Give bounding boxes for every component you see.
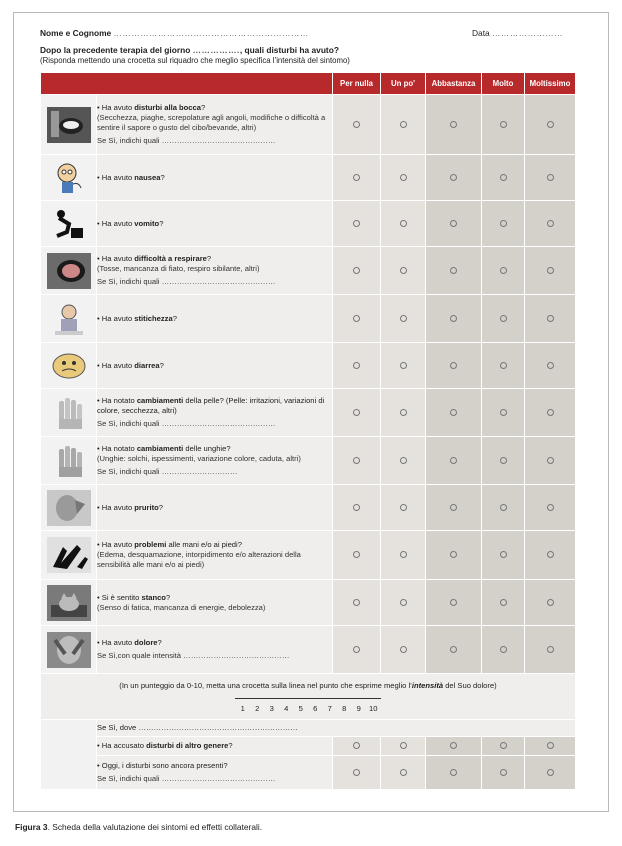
symptom-question: • Ha notato cambiamenti delle unghie? (Unghie: solchi, ispessimenti, variazione colore, caduta, altri) Se Sì, indichi quali …………………………	[97, 437, 333, 485]
radio-un-po[interactable]	[400, 742, 407, 749]
option-moltissimo[interactable]	[525, 247, 576, 295]
radio-abbastanza[interactable]	[450, 457, 457, 464]
option-molto[interactable]	[482, 756, 525, 790]
radio-molto[interactable]	[500, 121, 507, 128]
scale-number: 7	[327, 703, 332, 713]
radio-per-nulla[interactable]	[353, 504, 360, 511]
radio-abbastanza[interactable]	[450, 362, 457, 369]
option-abbastanza[interactable]	[426, 626, 482, 674]
symptom-detail: (Secchezza, piaghe, screpolature agli angoli, modifiche o difficoltà a sentire il sapore o gusto del cibo/bevande, altri)	[97, 113, 326, 132]
scale-number: 1	[240, 703, 245, 713]
symptom-specify-field[interactable]: Se Sì, indichi quali ………………………………………	[97, 136, 276, 145]
radio-molto[interactable]	[500, 315, 507, 322]
symptom-question: • Ha avuto nausea?	[97, 155, 333, 201]
symptom-question: • Ha notato cambiamenti della pelle? (Pelle: irritazioni, variazioni di colore, secchezza, altri) Se Sì, indichi quali ………………………………………	[97, 389, 333, 437]
pain-location-field[interactable]: Se Sì, dove ………………………………………………………	[97, 720, 576, 737]
radio-abbastanza[interactable]	[450, 742, 457, 749]
figure-caption	[15, 822, 262, 832]
option-per-nulla[interactable]	[333, 247, 381, 295]
date-field[interactable]: ……………………	[492, 28, 564, 38]
radio-molto[interactable]	[500, 174, 507, 181]
option-un-po[interactable]	[381, 201, 426, 247]
option-molto[interactable]	[482, 155, 525, 201]
pain-scale	[41, 674, 576, 720]
radio-abbastanza[interactable]	[450, 551, 457, 558]
radio-abbastanza[interactable]	[450, 315, 457, 322]
option-molto[interactable]	[482, 437, 525, 485]
radio-moltissimo[interactable]	[547, 457, 554, 464]
radio-abbastanza[interactable]	[450, 267, 457, 274]
symptom-row	[41, 437, 576, 485]
radio-moltissimo[interactable]	[547, 267, 554, 274]
symptom-question: • Ha avuto stitichezza?	[97, 295, 333, 343]
option-abbastanza[interactable]	[426, 531, 482, 580]
radio-moltissimo[interactable]	[547, 315, 554, 322]
scale-number: 6	[313, 703, 318, 713]
option-per-nulla[interactable]	[333, 756, 381, 790]
option-abbastanza[interactable]	[426, 95, 482, 155]
pain-location-row	[41, 720, 576, 737]
radio-moltissimo[interactable]	[547, 742, 554, 749]
radio-un-po[interactable]	[400, 121, 407, 128]
option-per-nulla[interactable]	[333, 343, 381, 389]
symptom-specify-field[interactable]: Se Sì, indichi quali ………………………………………	[97, 277, 276, 286]
pain-scale-row	[41, 674, 576, 720]
symptom-row	[41, 201, 576, 247]
radio-per-nulla[interactable]	[353, 121, 360, 128]
scale-number: 8	[342, 703, 347, 713]
other-disturbances-question: • Ha accusato disturbi di altro genere?	[97, 737, 333, 756]
radio-moltissimo[interactable]	[547, 646, 554, 653]
option-per-nulla[interactable]	[333, 155, 381, 201]
other-disturbances-row	[41, 737, 576, 756]
col-un-po: Un po'	[381, 73, 426, 95]
scale-number: 5	[298, 703, 303, 713]
diarrhea-cartoon-icon	[41, 343, 97, 389]
option-un-po[interactable]	[381, 485, 426, 531]
symptom-specify-field[interactable]: Se Sì,con quale intensità ……………………………………	[97, 651, 290, 660]
radio-per-nulla[interactable]	[353, 315, 360, 322]
still-present-specify-field[interactable]: Se Sì, indichi quali ………………………………………	[97, 774, 276, 783]
option-abbastanza[interactable]	[426, 155, 482, 201]
option-moltissimo[interactable]	[525, 155, 576, 201]
symptom-question: • Si è sentito stanco? (Senso di fatica, mancanza di energie, debolezza)	[97, 580, 333, 626]
option-moltissimo[interactable]	[525, 295, 576, 343]
scale-number: 2	[255, 703, 260, 713]
radio-molto[interactable]	[500, 599, 507, 606]
symptom-question: • Ha avuto disturbi alla bocca? (Secchezza, piaghe, screpolature agli angoli, modifiche o difficoltà a sentire il sapore o gusto del cibo/bevande, altri) Se Sì, indichi quali ………………………………………	[97, 95, 333, 155]
row-image-blank	[41, 720, 97, 790]
col-molto: Molto	[482, 73, 525, 95]
option-moltissimo[interactable]	[525, 626, 576, 674]
symptom-detail: (Senso di fatica, mancanza di energie, debolezza)	[97, 602, 266, 612]
option-abbastanza[interactable]	[426, 580, 482, 626]
radio-per-nulla[interactable]	[353, 599, 360, 606]
symptom-question: • Ha avuto vomito?	[97, 201, 333, 247]
scale-number: 3	[269, 703, 274, 713]
option-moltissimo[interactable]	[525, 531, 576, 580]
option-molto[interactable]	[482, 580, 525, 626]
col-moltissimo: Moltissimo	[525, 73, 576, 95]
option-moltissimo[interactable]	[525, 485, 576, 531]
radio-moltissimo[interactable]	[547, 220, 554, 227]
option-per-nulla[interactable]	[333, 737, 381, 756]
symptom-detail: (Unghie: solchi, ispessimenti, variazione colore, caduta, altri)	[97, 454, 301, 463]
symptom-row	[41, 485, 576, 531]
symptom-question: • Ha avuto diarrea?	[97, 343, 333, 389]
option-abbastanza[interactable]	[426, 247, 482, 295]
option-molto[interactable]	[482, 485, 525, 531]
therapy-field[interactable]: …………….	[192, 45, 240, 55]
symptom-specify-field[interactable]: Se Sì, indichi quali ………………………………………	[97, 419, 276, 428]
option-per-nulla[interactable]	[333, 295, 381, 343]
radio-molto[interactable]	[500, 551, 507, 558]
radio-per-nulla[interactable]	[353, 769, 360, 776]
option-moltissimo[interactable]	[525, 95, 576, 155]
radio-molto[interactable]	[500, 267, 507, 274]
option-molto[interactable]	[482, 531, 525, 580]
option-abbastanza[interactable]	[426, 437, 482, 485]
itching-face-icon	[41, 485, 97, 531]
pain-scale-numbers	[41, 704, 575, 713]
option-per-nulla[interactable]	[333, 389, 381, 437]
radio-moltissimo[interactable]	[547, 551, 554, 558]
fingernails-icon	[41, 437, 97, 485]
radio-un-po[interactable]	[400, 457, 407, 464]
option-abbastanza[interactable]	[426, 343, 482, 389]
radio-molto[interactable]	[500, 769, 507, 776]
radio-molto[interactable]	[500, 504, 507, 511]
option-abbastanza[interactable]	[426, 295, 482, 343]
option-molto[interactable]	[482, 201, 525, 247]
radio-un-po[interactable]	[400, 504, 407, 511]
radio-per-nulla[interactable]	[353, 362, 360, 369]
option-per-nulla[interactable]	[333, 485, 381, 531]
option-un-po[interactable]	[381, 437, 426, 485]
radio-moltissimo[interactable]	[547, 362, 554, 369]
radio-moltissimo[interactable]	[547, 769, 554, 776]
radio-un-po[interactable]	[400, 409, 407, 416]
symptom-row	[41, 531, 576, 580]
date-row	[472, 28, 563, 38]
col-abbastanza: Abbastanza	[426, 73, 482, 95]
radio-un-po[interactable]	[400, 551, 407, 558]
symptom-question: • Ha avuto difficoltà a respirare? (Tosse, mancanza di fiato, respiro sibilante, altri) Se Sì, indichi quali ………………………………………	[97, 247, 333, 295]
name-row	[40, 28, 309, 38]
option-per-nulla[interactable]	[333, 95, 381, 155]
pain-hands-icon	[41, 626, 97, 674]
radio-moltissimo[interactable]	[547, 121, 554, 128]
radio-abbastanza[interactable]	[450, 174, 457, 181]
option-un-po[interactable]	[381, 756, 426, 790]
radio-un-po[interactable]	[400, 220, 407, 227]
radio-moltissimo[interactable]	[547, 174, 554, 181]
option-abbastanza[interactable]	[426, 201, 482, 247]
symptom-grid	[40, 72, 576, 790]
option-abbastanza[interactable]	[426, 756, 482, 790]
nausea-cartoon-icon	[41, 155, 97, 201]
pain-scale-line[interactable]	[235, 698, 381, 699]
radio-abbastanza[interactable]	[450, 409, 457, 416]
name-field[interactable]: …………………………………………………………	[113, 28, 309, 38]
symptom-row	[41, 295, 576, 343]
option-moltissimo[interactable]	[525, 756, 576, 790]
header-blank	[41, 73, 333, 95]
col-per-nulla: Per nulla	[333, 73, 381, 95]
form-title: Dopo la precedente terapia del giorno ……………., quali disturbi ha avuto?	[40, 45, 339, 55]
option-per-nulla[interactable]	[333, 531, 381, 580]
open-mouth-icon	[41, 247, 97, 295]
option-moltissimo[interactable]	[525, 389, 576, 437]
tired-cat-icon	[41, 580, 97, 626]
symptom-question: • Ha avuto prurito?	[97, 485, 333, 531]
radio-abbastanza[interactable]	[450, 220, 457, 227]
radio-un-po[interactable]	[400, 599, 407, 606]
option-molto[interactable]	[482, 626, 525, 674]
name-label: Nome e Cognome	[40, 28, 112, 38]
form-instruction: (Risponda mettendo una crocetta sul riquadro che meglio specifica l’intensità del sintomo)	[40, 56, 350, 65]
still-present-row	[41, 756, 576, 790]
option-molto[interactable]	[482, 247, 525, 295]
radio-un-po[interactable]	[400, 315, 407, 322]
symptom-row	[41, 95, 576, 155]
option-abbastanza[interactable]	[426, 389, 482, 437]
radio-molto[interactable]	[500, 362, 507, 369]
radio-per-nulla[interactable]	[353, 551, 360, 558]
option-per-nulla[interactable]	[333, 580, 381, 626]
symptom-detail: (Edema, desquamazione, intorpidimento e/o alterazioni della sensibilità alle mani e/o ai piedi)	[97, 550, 301, 569]
caption-text: . Scheda della valutazione dei sintomi ed effetti collaterali.	[47, 822, 263, 832]
constipation-cartoon-icon	[41, 295, 97, 343]
radio-per-nulla[interactable]	[353, 742, 360, 749]
option-per-nulla[interactable]	[333, 437, 381, 485]
radio-molto[interactable]	[500, 646, 507, 653]
option-moltissimo[interactable]	[525, 201, 576, 247]
hand-skin-icon	[41, 389, 97, 437]
radio-per-nulla[interactable]	[353, 174, 360, 181]
option-moltissimo[interactable]	[525, 343, 576, 389]
option-un-po[interactable]	[381, 737, 426, 756]
option-molto[interactable]	[482, 389, 525, 437]
option-un-po[interactable]	[381, 531, 426, 580]
option-per-nulla[interactable]	[333, 201, 381, 247]
option-un-po[interactable]	[381, 295, 426, 343]
radio-abbastanza[interactable]	[450, 599, 457, 606]
symptom-question: • Ha avuto dolore? Se Sì,con quale intensità ……………………………………	[97, 626, 333, 674]
option-moltissimo[interactable]	[525, 737, 576, 756]
symptom-row	[41, 580, 576, 626]
radio-abbastanza[interactable]	[450, 769, 457, 776]
option-un-po[interactable]	[381, 389, 426, 437]
radio-molto[interactable]	[500, 457, 507, 464]
radio-un-po[interactable]	[400, 267, 407, 274]
scale-number: 4	[284, 703, 289, 713]
radio-un-po[interactable]	[400, 646, 407, 653]
option-abbastanza[interactable]	[426, 737, 482, 756]
option-un-po[interactable]	[381, 247, 426, 295]
option-molto[interactable]	[482, 737, 525, 756]
radio-per-nulla[interactable]	[353, 267, 360, 274]
option-moltissimo[interactable]	[525, 580, 576, 626]
radio-per-nulla[interactable]	[353, 646, 360, 653]
symptom-row	[41, 343, 576, 389]
radio-moltissimo[interactable]	[547, 504, 554, 511]
vomit-pictogram-icon	[41, 201, 97, 247]
radio-moltissimo[interactable]	[547, 599, 554, 606]
date-label: Data	[472, 28, 490, 38]
radio-un-po[interactable]	[400, 769, 407, 776]
mouth-icon	[41, 95, 97, 155]
option-un-po[interactable]	[381, 155, 426, 201]
symptom-specify-field[interactable]: Se Sì, indichi quali …………………………	[97, 467, 238, 476]
option-abbastanza[interactable]	[426, 485, 482, 531]
symptom-row	[41, 626, 576, 674]
radio-per-nulla[interactable]	[353, 457, 360, 464]
option-molto[interactable]	[482, 343, 525, 389]
hands-silhouette-icon	[41, 531, 97, 580]
symptom-row	[41, 389, 576, 437]
grid-header	[41, 73, 576, 95]
symptom-row	[41, 155, 576, 201]
option-molto[interactable]	[482, 295, 525, 343]
option-un-po[interactable]	[381, 343, 426, 389]
pain-scale-instruction: (In un punteggio da 0-10, metta una crocetta sulla linea nel punto che esprime meglio l’intensità del Suo dolore)	[119, 680, 497, 690]
radio-abbastanza[interactable]	[450, 121, 457, 128]
symptom-question: • Ha avuto problemi alle mani e/o ai piedi? (Edema, desquamazione, intorpidimento e/o alterazioni della sensibilità alle mani e/o ai piedi)	[97, 531, 333, 580]
radio-molto[interactable]	[500, 409, 507, 416]
radio-molto[interactable]	[500, 220, 507, 227]
option-moltissimo[interactable]	[525, 437, 576, 485]
caption-label: Figura 3	[15, 822, 48, 832]
option-un-po[interactable]	[381, 95, 426, 155]
radio-molto[interactable]	[500, 742, 507, 749]
symptom-detail: (Tosse, mancanza di fiato, respiro sibilante, altri)	[97, 264, 260, 273]
still-present-question: • Oggi, i disturbi sono ancora presenti? Se Sì, indichi quali ………………………………………	[97, 756, 333, 790]
radio-per-nulla[interactable]	[353, 409, 360, 416]
radio-abbastanza[interactable]	[450, 646, 457, 653]
option-un-po[interactable]	[381, 580, 426, 626]
option-un-po[interactable]	[381, 626, 426, 674]
option-molto[interactable]	[482, 95, 525, 155]
option-per-nulla[interactable]	[333, 626, 381, 674]
radio-un-po[interactable]	[400, 174, 407, 181]
radio-un-po[interactable]	[400, 362, 407, 369]
radio-per-nulla[interactable]	[353, 220, 360, 227]
radio-moltissimo[interactable]	[547, 409, 554, 416]
scale-number: 9	[356, 703, 361, 713]
radio-abbastanza[interactable]	[450, 504, 457, 511]
scale-number: 10	[369, 703, 378, 713]
symptom-row	[41, 247, 576, 295]
